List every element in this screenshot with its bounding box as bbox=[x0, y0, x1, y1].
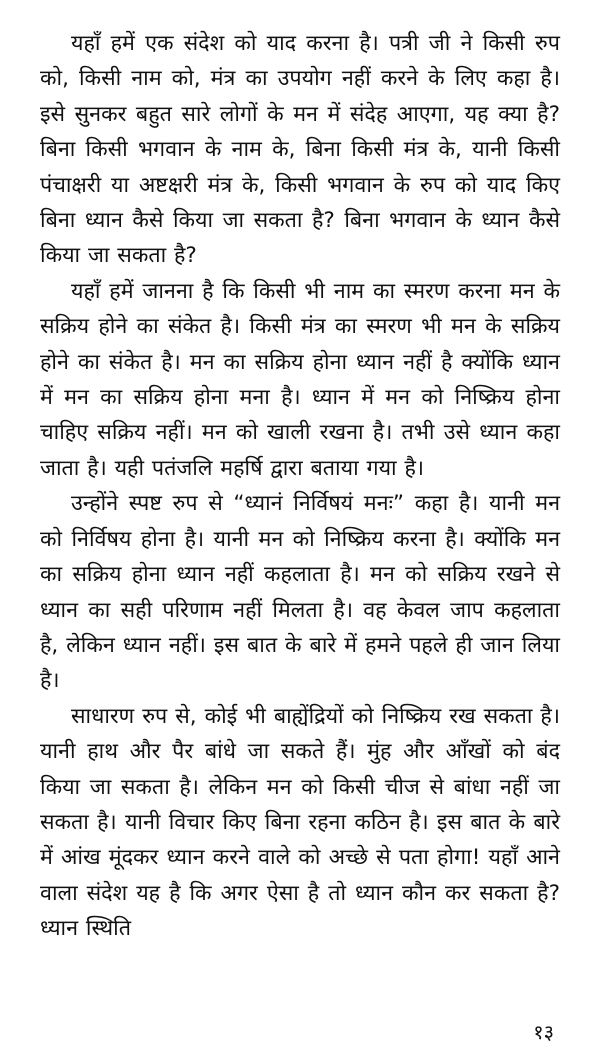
page-number: १३ bbox=[533, 1020, 554, 1044]
page-body bbox=[40, 26, 560, 947]
paragraph-2: यहाँ हमें जानना है कि किसी भी नाम का स्मरण करना मन के सक्रिय होने का संकेत है। किसी मंत्र का स्मरण भी मन के सक्रिय होने का संकेत है। मन का सक्रिय होना ध्यान नहीं है क्योंकि ध्यान में मन का सक्रिय होना मना है। ध्यान में मन को निष्क्रिय होना चाहिए सक्रिय नहीं। मन को खाली रखना है। तभी उसे ध्यान कहा जाता है। यही पतंजलि महर्षि द्वारा बताया गया है। bbox=[40, 278, 560, 481]
paragraph-1: यहाँ हमें एक संदेश को याद करना है। पत्री जी ने किसी रुप को, किसी नाम को, मंत्र का उपयोग नहीं करने के लिए कहा है। इसे सुनकर बहुत सारे लोगों के मन में संदेह आएगा, यह क्या है? बिना किसी भगवान के नाम के, बिना किसी मंत्र के, यानी किसी पंचाक्षरी या अष्टक्षरी मंत्र के, किसी भगवान के रुप को याद किए बिना ध्यान कैसे किया जा सकता है? बिना भगवान के ध्यान कैसे किया जा सकता है? bbox=[40, 31, 560, 269]
paragraph-4: साधारण रुप से, कोई भी बाह्येंद्रियों को निष्क्रिय रख सकता है। यानी हाथ और पैर बांधे जा सकते हैं। मुंह और आँखों को बंद किया जा सकता है। लेकिन मन को किसी चीज से बांधा नहीं जा सकता है। यानी विचार किए बिना रहना कठिन है। इस बात के बारे में आंख मूंदकर ध्यान करने वाले को अच्छे से पता होगा! यहाँ आने वाला संदेश यह है कि अगर ऐसा है तो ध्यान कौन कर सकता है? ध्यान स्थिति bbox=[40, 703, 560, 942]
paragraph-3: उन्होंने स्पष्ट रुप से “ध्यानं निर्विषयं मनः” कहा है। यानी मन को निर्विषय होना है। यानी मन को निष्क्रिय करना है। क्योंकि मन का सक्रिय होना ध्यान नहीं कहलाता है। मन को सक्रिय रखने से ध्यान का सही परिणाम नहीं मिलता है। वह केवल जाप कहलाता है, लेकिन ध्यान नहीं। इस बात के बारे में हमने पहले ही जान लिया है। bbox=[40, 491, 560, 694]
